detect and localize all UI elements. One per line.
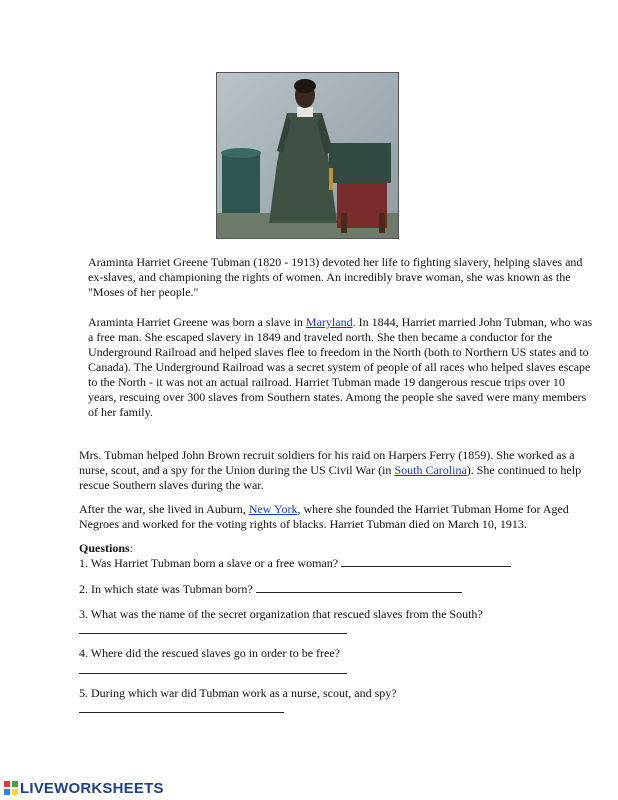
questions-heading-colon: : — [129, 541, 134, 555]
civil-war-paragraph — [79, 448, 599, 493]
answer-5-blank[interactable] — [79, 712, 284, 713]
questions-heading — [79, 541, 133, 556]
questions-heading-label: Questions — [79, 541, 130, 555]
liveworksheets-brand-text: LIVEWORKSHEETS — [20, 779, 164, 797]
maryland-link[interactable]: Maryland — [305, 315, 353, 329]
question-4-text: 4. Where did the rescued slaves go in order to be free? — [79, 646, 341, 660]
answer-3-blank[interactable] — [79, 633, 347, 634]
question-3-text: 3. What was the name of the secret organization that rescued slaves from the South? — [79, 607, 483, 621]
question-3 — [79, 607, 483, 622]
question-2 — [79, 582, 462, 597]
early-life-paragraph — [88, 315, 594, 420]
portrait-photo-icon — [217, 73, 399, 239]
p2-text-before: Araminta Harriet Greene was born a slave in — [88, 315, 306, 329]
liveworksheets-logo-icon — [4, 781, 18, 795]
question-1-text: 1. Was Harriet Tubman born a slave or a free woman? — [79, 556, 339, 570]
answer-2-blank[interactable] — [256, 582, 462, 593]
answer-4-blank[interactable] — [79, 673, 347, 674]
portrait-photo — [216, 72, 399, 239]
p3-text-after: ). She continued to help rescue Southern slaves during the war. — [79, 463, 582, 492]
new-york-link[interactable]: New York — [248, 502, 298, 516]
later-life-paragraph — [79, 502, 589, 532]
liveworksheets-footer[interactable] — [4, 779, 164, 797]
p3-text-before: Mrs. Tubman helped John Brown recruit soldiers for his raid on Harpers Ferry (1859). She worked as a nurse, scout, and a spy for the Union during the US Civil War (in — [79, 448, 575, 477]
answer-1-blank[interactable] — [341, 556, 511, 567]
question-5 — [79, 686, 397, 701]
question-5-text: 5. During which war did Tubman work as a nurse, scout, and spy? — [79, 686, 397, 700]
question-1 — [79, 556, 511, 571]
south-carolina-link[interactable]: South Carolina — [394, 463, 467, 477]
p4-text-before: After the war, she lived in Auburn, — [79, 502, 249, 516]
p4-text-after: , where she founded the Harriet Tubman Home for Aged Negroes and worked for the voting rights of blacks. Harriet Tubman died on March 10, 1913. — [79, 502, 569, 531]
question-4 — [79, 646, 340, 661]
p2-text-after: . In 1844, Harriet married John Tubman, who was a free man. She escaped slavery in 1849 and traveled north. She then became a conductor for the Underground Railroad and helped slaves flee to freedom in the North (both to Northern US states and to Canada). The Underground Railroad was a secret system of people of all races who helped slaves escape to the North - it was not an actual railroad. Harriet Tubman made 19 dangerous rescue trips over 10 years, rescuing over 300 slaves from Southern states. Among the people she saved were many members of her family. — [88, 315, 593, 419]
question-2-text: 2. In which state was Tubman born? — [79, 582, 253, 596]
intro-paragraph: Araminta Harriet Greene Tubman (1820 - 1913) devoted her life to fighting slavery, helping slaves and ex-slaves, and championing the rights of women. An incredibly brave woman, she was known as the "Moses of her people." — [88, 255, 583, 299]
